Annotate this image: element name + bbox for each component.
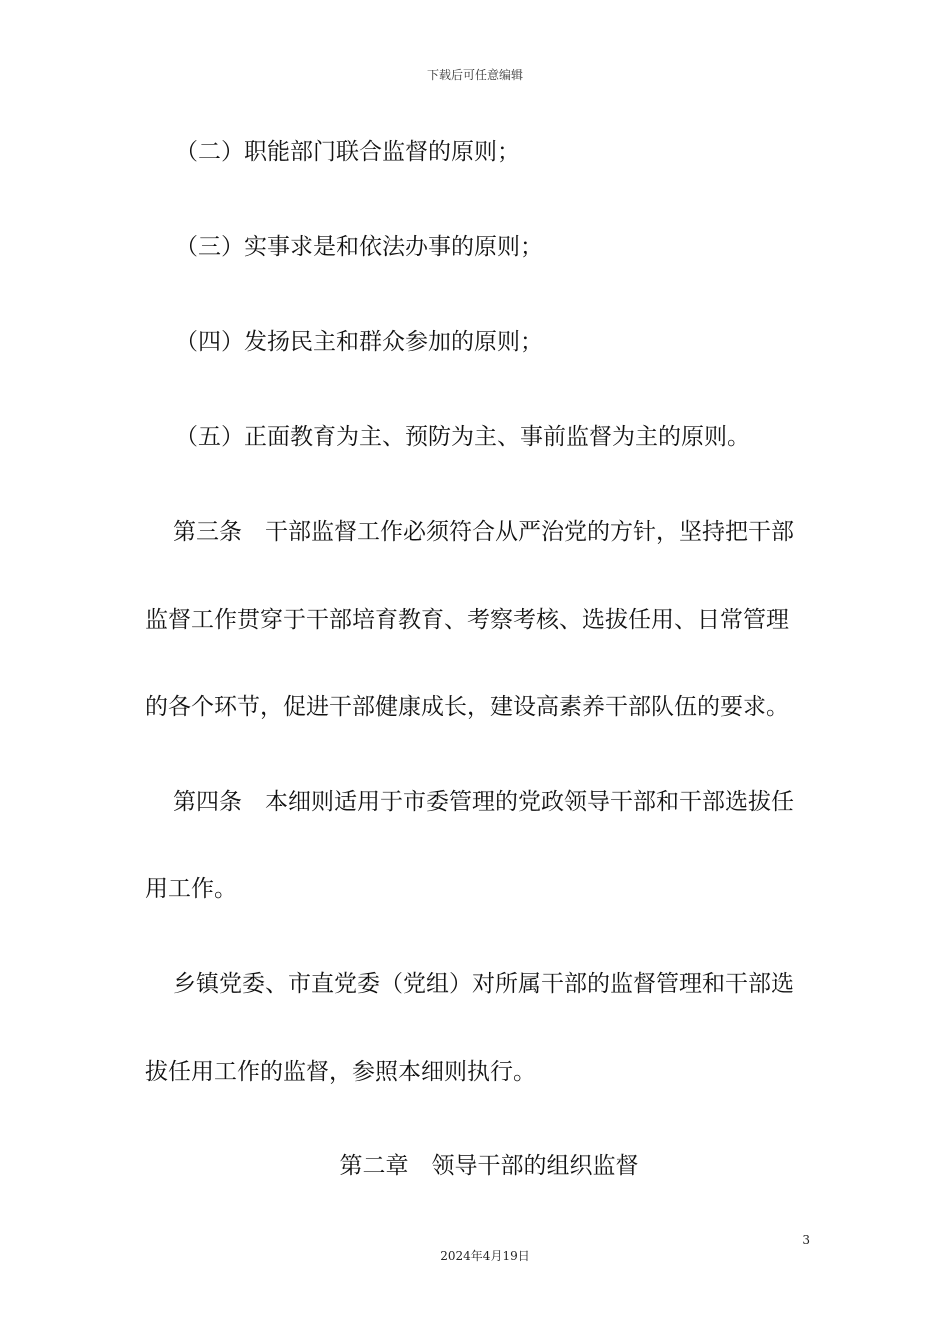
article-3-line-2: 监督工作贯穿于干部培育教育、考察考核、选拔任用、日常管理 <box>145 607 789 633</box>
scope-line-2: 拔任用工作的监督，参照本细则执行。 <box>145 1059 536 1085</box>
article-4-line-1: 第四条 本细则适用于市委管理的党政领导干部和干部选拔任 <box>173 789 794 815</box>
principle-4: （四）发扬民主和群众参加的原则； <box>175 329 543 355</box>
principle-3: （三）实事求是和依法办事的原则； <box>175 234 543 260</box>
article-3-line-3: 的各个环节，促进干部健康成长，建设高素养干部队伍的要求。 <box>145 694 789 720</box>
footer-date: 2024年4月19日 <box>440 1249 530 1263</box>
page-number: 3 <box>802 1233 810 1247</box>
article-3-line-1: 第三条 干部监督工作必须符合从严治党的方针，坚持把干部 <box>173 519 794 545</box>
scope-line-1: 乡镇党委、市直党委（党组）对所属干部的监督管理和干部选 <box>173 971 794 997</box>
principle-2: （二）职能部门联合监督的原则； <box>175 139 520 165</box>
article-4-line-2: 用工作。 <box>145 876 237 902</box>
principle-5: （五）正面教育为主、预防为主、事前监督为主的原则。 <box>175 424 750 450</box>
header-note: 下载后可任意编辑 <box>426 68 523 82</box>
chapter-2-heading: 第二章 领导干部的组织监督 <box>339 1153 639 1179</box>
